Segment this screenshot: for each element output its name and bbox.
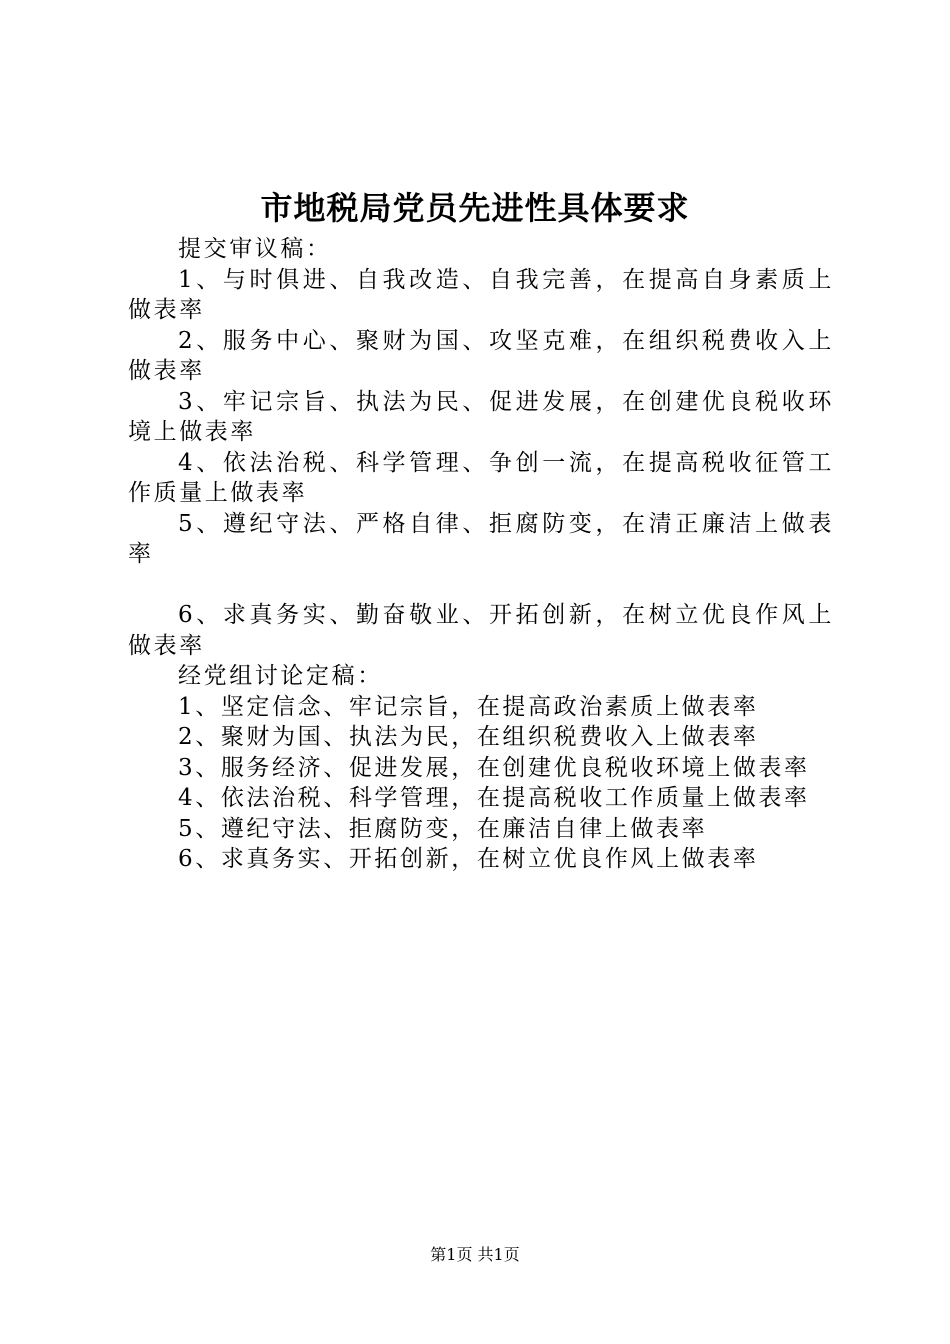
submitted-draft-label: 提交审议稿：: [178, 236, 332, 262]
submitted-draft-item: 2、服务中心、聚财为国、攻坚克难，在组织税费收入上做表率: [128, 327, 834, 384]
final-draft-item: 6、求真务实、开拓创新，在树立优良作风上做表率: [178, 846, 759, 872]
submitted-draft-item: 3、牢记宗旨、执法为民、促进发展，在创建优良税收环境上做表率: [128, 388, 834, 445]
document-body: [128, 234, 834, 875]
final-draft-label: 经党组讨论定稿：: [178, 663, 383, 689]
document-title: 市地税局党员先进性具体要求: [260, 189, 690, 227]
page-footer: 第1页 共1页: [430, 1245, 520, 1264]
final-draft-item: 3、服务经济、促进发展，在创建优良税收环境上做表率: [178, 754, 810, 781]
final-draft-item: 4、依法治税、科学管理，在提高税收工作质量上做表率: [178, 785, 810, 811]
final-draft-item: 1、坚定信念、牢记宗旨，在提高政治素质上做表率: [178, 693, 759, 720]
final-draft-item: 5、遵纪守法、拒腐防变，在廉洁自律上做表率: [178, 815, 708, 842]
final-draft-item: 2、聚财为国、执法为民，在组织税费收入上做表率: [178, 724, 759, 750]
submitted-draft-item: 6、求真务实、勤奋敬业、开拓创新，在树立优良作风上做表率: [128, 602, 834, 659]
submitted-draft-item: 1、与时俱进、自我改造、自我完善，在提高自身素质上做表率: [128, 266, 834, 323]
submitted-draft-item: 5、遵纪守法、严格自律、拒腐防变，在清正廉洁上做表率: [128, 510, 834, 567]
submitted-draft-item: 4、依法治税、科学管理、争创一流，在提高税收征管工作质量上做表率: [128, 449, 834, 506]
